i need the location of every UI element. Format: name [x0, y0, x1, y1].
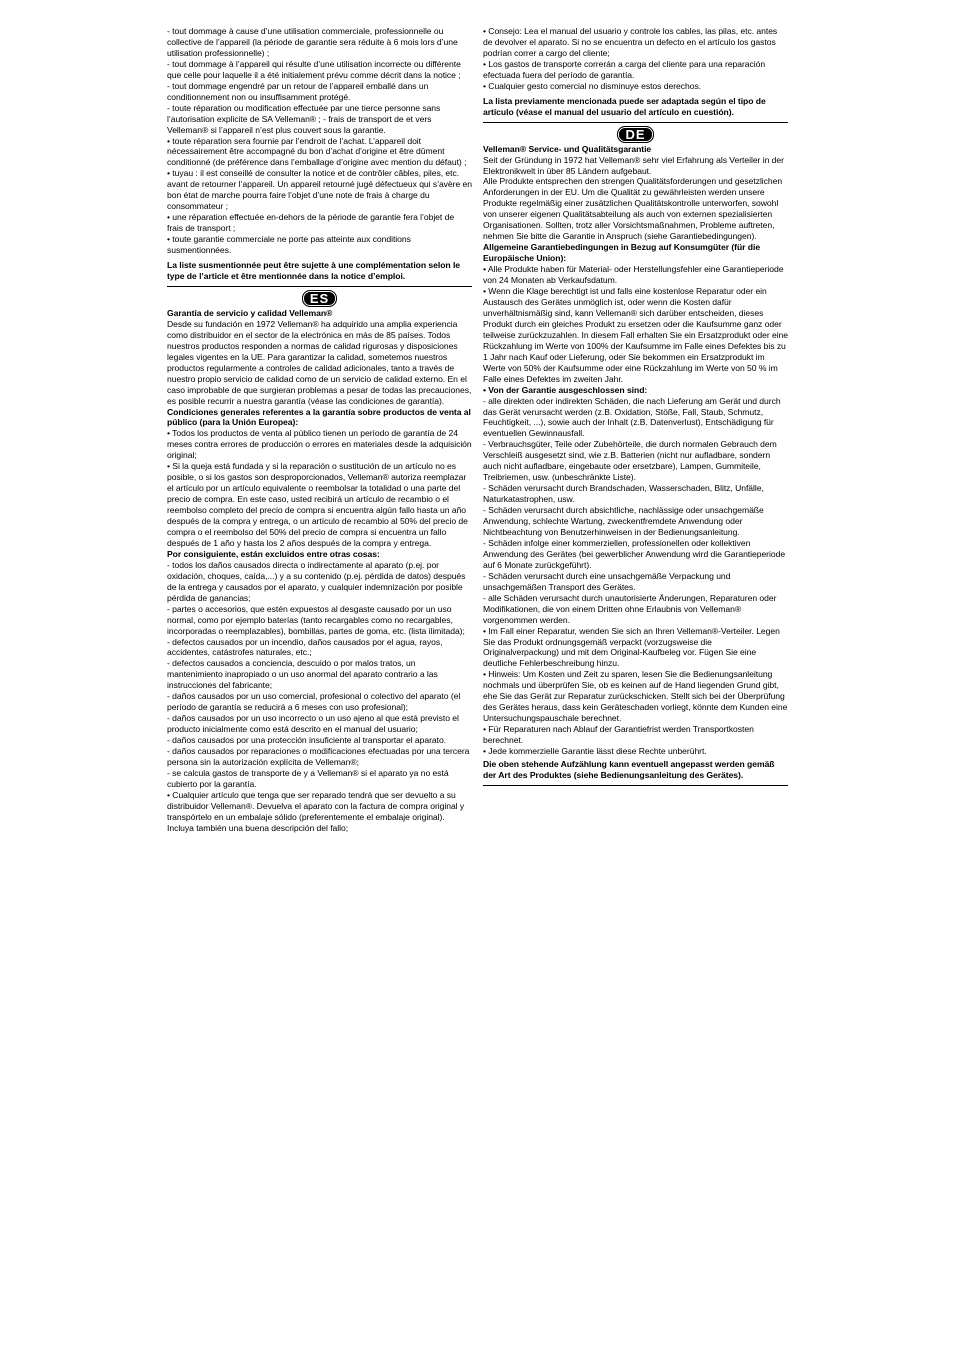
list-item: • Alle Produkte haben für Material- oder Herstellungsfehler eine Garantieperiode von 24 Monaten ab Verkaufsdatum.	[483, 264, 784, 286]
list-item: - daños causados por un uso incorrecto o un uso ajeno al que está previsto el producto inicialmente como está descrito en el manual del usuario;	[167, 713, 459, 735]
list-item: - toute réparation ou modification effectuée par une tierce personne sans l’autorisation explicite de SA Velleman® ; - frais de transport de et vers Velleman® si l’appareil n’est plus couvert sous la garantie.	[167, 102, 441, 135]
es-intro: Desde su fundación en 1972 Velleman® ha adquirido una amplia experiencia como distribuidor en el sector de la electrónica en más de 85 países. Todos nuestros productos responden a normas de calidad rigurosas y disposiciones legales vigentes en la UE. Para garantizar la calidad, sometemos nuestros productos regularmente a controles de calidad adicionales, tanto a través de nuestro propio servicio de calidad como de un servicio de calidad externo. En el caso improbable de que surgieran problemas a pesar de todas las precauciones, es posible recurrir a nuestra garantía (véase las condiciones de garantía).	[167, 318, 472, 406]
list-item: • Si la queja está fundada y si la reparación o sustitución de un artículo no es posible, o si los gastos son desproporcionados, Velleman® autoriza reemplazar el artículo por un artículo equivalente o reembolsar la totalidad o una parte del precio de compra. En este caso, usted recibirá un artículo de recambio o el reembolso completo del precio de compra si encuentra algún fallo hasta un año después de la compra y entrega, o un artículo de recambio al 50% del precio de compra o el reembolso del 50% del precio de compra si encuentra un fallo después de 1 año y hasta los 2 años después de la compra y entrega.	[167, 461, 468, 548]
de-intro-2: Alle Produkte entsprechen den strengen Qualitätsforderungen und gesetzlichen Anforderungen in der EU. Um die Qualität zu gewährleisten werden unsere Produkte regelmäßig einer zusätzlichen Qualitätskontrolle unterworfen, sowohl von unserer eigenen Qualitätsabteilung als auch von externen spezialisierten Organisationen. Sollten, trotz aller Vorsichtsmaßnahmen, Probleme auftreten, nehmen Sie bitte die Garantie in Anspruch (siehe Garantiebedingungen).	[483, 176, 783, 242]
de-excluded-heading: • Von der Garantie ausgeschlossen sind:	[483, 384, 648, 395]
list-item: - defectos causados por un incendio, daños causados por el agua, rayos, accidentes, catástrofes naturales, etc.;	[167, 636, 443, 658]
de-heading: Velleman® Service- und Qualitätsgarantie	[483, 143, 652, 154]
right-column	[483, 26, 788, 789]
fr-exclusions-list	[167, 26, 472, 256]
section-divider	[483, 122, 788, 123]
de-intro-1: Seit der Gründung in 1972 hat Velleman® sehr viel Erfahrung als Verteiler in der Elektronikwelt in über 85 Ländern aufgebaut.	[483, 154, 784, 176]
list-item: • Los gastos de transporte correrán a carga del cliente para una reparación efectuada fuera del período de garantía.	[483, 58, 766, 80]
es-excluded-heading: Por consiguiente, están excluidos entre otras cosas:	[167, 548, 380, 559]
list-item: - daños causados por un uso comercial, profesional o colectivo del aparato (el período de garantía se reducirá a 6 meses con uso profesional);	[167, 691, 461, 713]
es-language-badge: ES	[302, 290, 337, 307]
list-item: - Schäden infolge einer kommerziellen, professionellen oder kollektiven Anwendung des Gerätes (bei gewerblicher Anwendung wird die Garantieperiode auf 6 Monate zurückgeführt).	[483, 537, 786, 570]
list-item: - daños causados por una protección insuficiente al transportar el aparato.	[167, 735, 447, 746]
list-item: • Cualquier artículo que tenga que ser reparado tendrá que ser devuelto a su distribuidor Velleman®. Devuelva el aparato con la factura de compra original y transpórtelo en un embalaje sólido (preferentemente el embalaje original). Incluya también una buena descripción del fallo;	[167, 789, 465, 833]
list-item: - defectos causados a conciencia, descuido o por malos tratos, un mantenimiento inapropiado o un uso anormal del aparato contrario a las instrucciones del fabricante;	[167, 658, 438, 691]
list-item: - todos los daños causados directa o indirectamente al aparato (p.ej. por oxidación, choques, caída,...) y a su contenido (p.ej. pérdida de datos) después de la entrega y causados por el aparato, y cualquier indemnización por posible pérdida de ganancias;	[167, 559, 466, 603]
list-item: - Schäden verursacht durch Brandschaden, Wasserschaden, Blitz, Unfälle, Naturkatastrophen, usw.	[483, 483, 764, 505]
left-column	[167, 26, 472, 834]
de-conditions-heading: Allgemeine Garantiebedingungen in Bezug auf Konsumgüter (für die Europäische Union):	[483, 242, 761, 264]
list-item: • Jede kommerzielle Garantie lässt diese Rechte unberührt.	[483, 746, 707, 757]
list-item: • toute garantie commerciale ne porte pas atteinte aux conditions susmentionnées.	[167, 234, 411, 256]
list-item: - Schäden verursacht durch eine unsachgemäße Verpackung und unsachgemäßen Transport des Gerätes.	[483, 570, 731, 592]
es-heading: Garantía de servicio y calidad Velleman®	[167, 307, 333, 318]
list-item: - Verbrauchsgüter, Teile oder Zubehörteile, die durch normalen Gebrauch dem Verschleiß ausgesetzt sind, wie z.B. Batterien (nicht nur aufladbare, sondern auch nicht aufladbare, eingebaute oder ersetzbare), Lampen, Gummiteile, Treibriemen, usw. (unbeschränkte Liste).	[483, 439, 777, 483]
list-item: • Todos los productos de venta al público tienen un período de garantía de 24 meses contra errores de producción o errores en materiales desde la adquisición original;	[167, 428, 472, 461]
list-item: • tuyau : il est conseillé de consulter la notice et de contrôler câbles, piles, etc. avant de retourner l’appareil. Un appareil retourné jugé défectueux qui s’avère en bon état de marche pourra faire l’objet d’une note de frais à charge du consommateur ;	[167, 168, 472, 212]
list-item: - tout dommage à cause d’une utilisation commerciale, professionnelle ou collective de l’appareil (la période de garantie sera réduite à 6 mois lors d’une utilisation professionnelle) ;	[167, 26, 458, 58]
list-item: • Consejo: Lea el manual del usuario y controle los cables, las pilas, etc. antes de devolver el aparato. Si no se encuentra un defecto en el artículo los gastos podrían correr a cargo del cliente;	[483, 26, 778, 58]
list-item: - Schäden verursacht durch absichtliche, nachlässige oder unsachgemäße Anwendung, schlechte Wartung, zweckentfremdete Anwendung oder Nichtbeachtung von Benutzerhinweisen in der Bedienungsanleitung.	[483, 505, 764, 537]
list-item: - se calcula gastos de transporte de y a Velleman® si el aparato ya no está cubierto por la garantía.	[167, 767, 449, 789]
list-item: - partes o accesorios, que estén expuestos al desgaste causado por un uso normal, como por ejemplo baterías (tanto recargables como no recargables, incorporadas o reemplazables), bombillas, partes de goma, etc. (lista ilimitada);	[167, 603, 465, 636]
list-item: - tout dommage à l’appareil qui résulte d’une utilisation incorrecte ou différente que celle pour laquelle il a été initialement prévu comme décrit dans la notice ;	[167, 58, 461, 80]
section-divider	[167, 286, 472, 287]
list-item: - tout dommage engendré par un retour de l’appareil emballé dans un conditionnement non ou insuffisamment protégé.	[167, 80, 429, 102]
list-item: • Hinweis: Um Kosten und Zeit zu sparen, lesen Sie die Bedienungsanleitung nochmals und überprüfen Sie, ob es keinen auf de Hand liegenden Grund gibt, ehe Sie das Gerät zur Reparatur zurückschicken. Stellt sich bei der Überprüfung des Gerätes heraus, dass kein Geräteschaden vorliegt, könnte dem Kunden eine Untersuchungspauschale berechnet.	[483, 669, 788, 724]
es-conditions-heading: Condiciones generales referentes a la garantía sobre productos de venta al público (para la Unión Europea):	[167, 406, 471, 428]
de-language-badge: DE	[617, 126, 653, 143]
list-item: • une réparation effectuée en-dehors de la période de garantie fera l’objet de frais de transport ;	[167, 212, 455, 234]
fr-closing-note: La liste susmentionnée peut être sujette à une complémentation selon le type de l’article et être mentionnée dans la notice d’emploi.	[167, 260, 461, 281]
list-item: • toute réparation sera fournie par l’endroit de l’achat. L’appareil doit nécessairement être accompagné du bon d’achat d’origine et être dûment conditionné (de préférence dans l’emballage d’origine avec mention du défaut) ;	[167, 135, 467, 168]
list-item: - alle direkten oder indirekten Schäden, die nach Lieferung am Gerät und durch das Gerät verursacht werden (z.B. Oxidation, Stöße, Fall, Staub, Schmutz, Feuchtigkeit, ...), sowie auch der Inhalt (z.B. Datenverlust), Entschädigung für eventuellen Gewinnausfall.	[483, 395, 781, 439]
list-item: - alle Schäden verursacht durch unautorisierte Änderungen, Reparaturen oder Modifikationen, die von einem Dritten ohne Erlaubnis von Velleman® vorgenommen werden.	[483, 592, 777, 625]
list-item: • Für Reparaturen nach Ablauf der Garantiefrist werden Transportkosten berechnet.	[483, 724, 754, 746]
list-item: • Cualquier gesto comercial no disminuye estos derechos.	[483, 80, 702, 91]
section-divider	[483, 785, 788, 786]
list-item: • Wenn die Klage berechtigt ist und falls eine kostenlose Reparatur oder ein Austausch des Gerätes unmöglich ist, oder wenn die Kosten dafür unverhältnismäßig sind, kann Velleman® sich darüber entscheiden, dieses Produkt durch ein gleiches Produkt zu ersetzen oder die Kaufsumme ganz oder teilweise zurückzuzahlen. In diesem Fall erhalten Sie ein Ersatzprodukt oder eine Rückzahlung im Werte von 100% der Kaufsumme im Falle eines Defektes bis zu 1 Jahr nach Kauf oder Lieferung, oder Sie bekommen ein Ersatzprodukt im Werte von 50% der Kaufsumme oder eine Rückzahlung im Werte von 50 % im Falle eines Defektes im zweiten Jahr.	[483, 286, 789, 384]
de-closing-note: Die oben stehende Aufzählung kann eventuell angepasst werden gemäß der Art des Produktes (siehe Bedienungsanleitung des Gerätes).	[483, 759, 775, 780]
list-item: - daños causados por reparaciones o modificaciones efectuadas por una tercera persona sin la autorización explícita de Velleman®;	[167, 746, 470, 767]
list-item: • Im Fall einer Reparatur, wenden Sie sich an Ihren Velleman®-Verteiler. Legen Sie das Produkt ordnungsgemäß verpackt (vorzugsweise die Originalverpackung) und mit dem Original-Kaufbeleg vor. Fügen Sie eine deutliche Fehlerbeschreibung hinzu.	[483, 625, 780, 669]
es-closing-note: La lista previamente mencionada puede ser adaptada según el tipo de artículo (véase el manual del usuario del artículo en cuestión).	[483, 95, 766, 117]
